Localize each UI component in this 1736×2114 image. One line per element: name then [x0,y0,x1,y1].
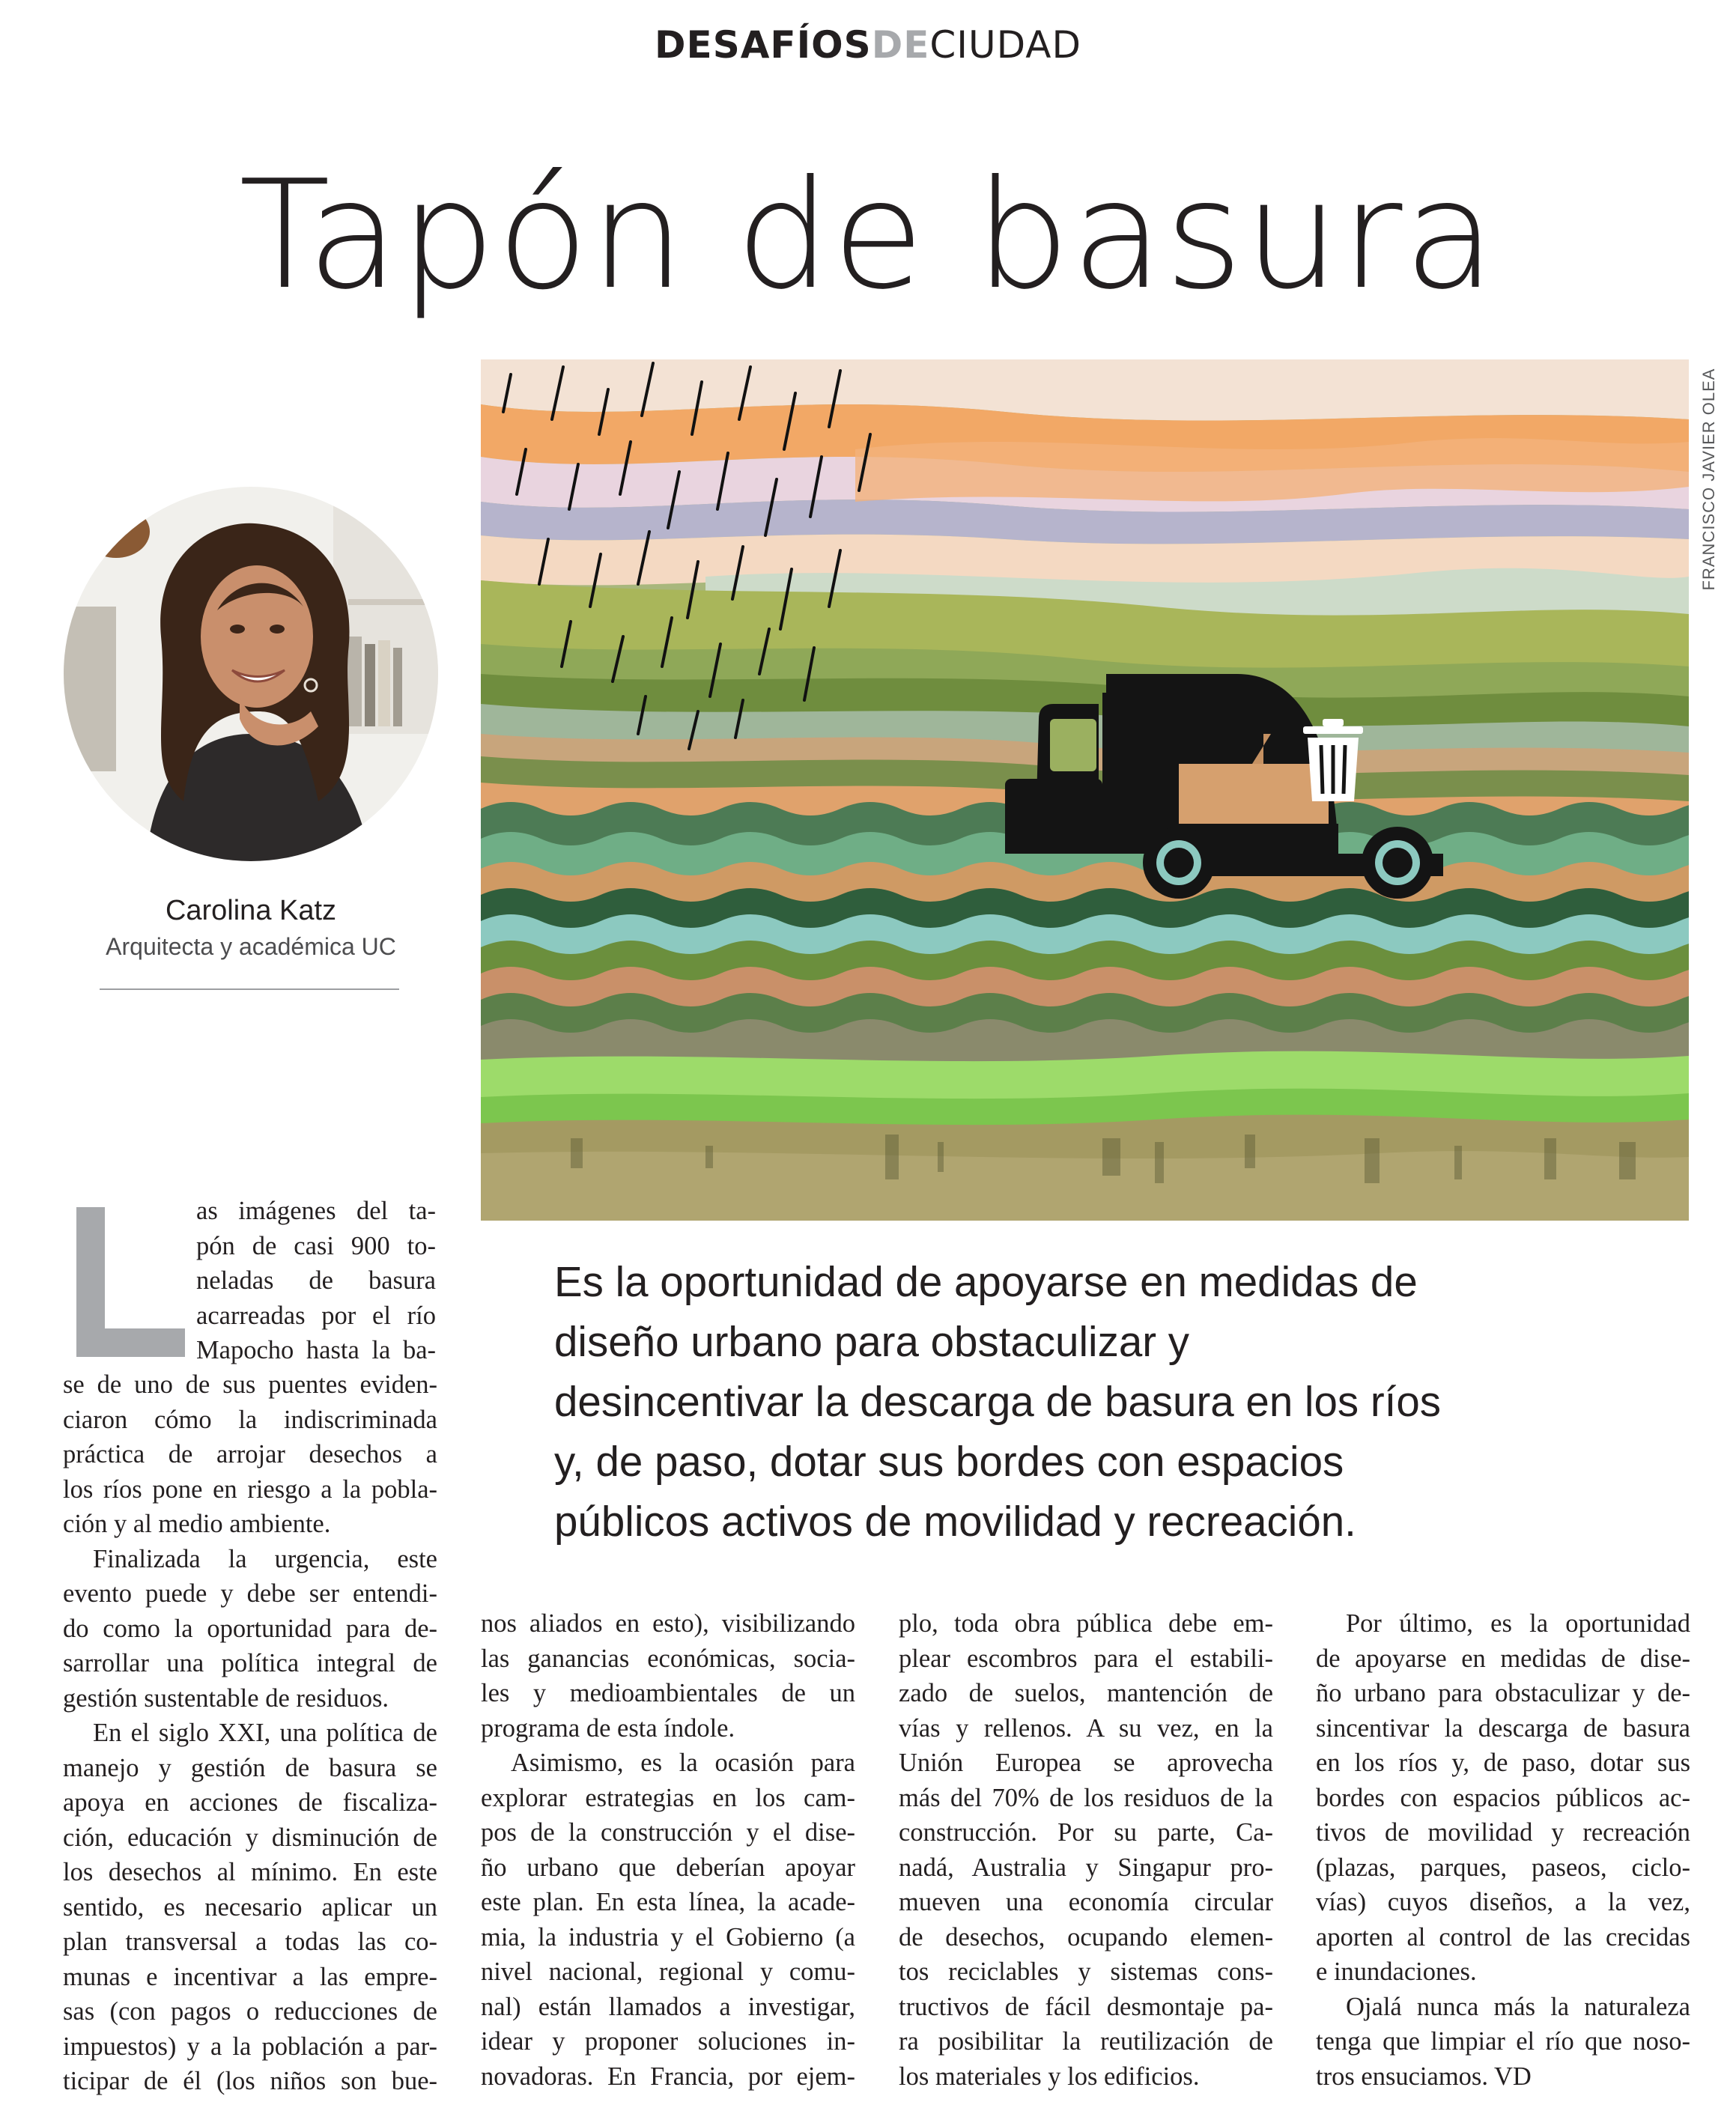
body-line: ño urbano para obstaculizar y de- [1316,1679,1690,1707]
section-label [0,21,1736,69]
body-line: práctica de arrojar desechos a [63,1440,437,1468]
body-line: tivos de movilidad y recreación [1316,1818,1690,1847]
pullquote-line: diseño urbano para obstaculizar y [554,1318,1190,1365]
body-line: apoya en acciones de fiscaliza- [63,1788,437,1817]
pullquote-line: Es la oportunidad de apoyarse en medidas de [554,1258,1418,1305]
body-line: nos aliados en esto), visibilizando [481,1609,855,1638]
body-line: tenga que limpiar el río que noso- [1316,2027,1690,2056]
drop-cap [76,1207,185,1357]
body-line: ra posibilitar la reutilización de [899,2027,1273,2056]
body-line: aporten al control de las crecidas [1316,1922,1690,1951]
pullquote-line: desincentivar la descarga de basura en los ríos [554,1378,1442,1425]
body-line: nadá, Australia y Singapur pro- [899,1853,1273,1882]
body-line: construcción. Por su parte, Ca- [899,1818,1273,1847]
body-line: vías) cuyos diseños, a la vez, [1316,1888,1690,1916]
body-line: impuestos) y a la población a par- [63,2032,437,2061]
body-line: ción y al medio ambiente. [63,1510,331,1538]
body-line: más del 70% de los residuos de la [899,1783,1273,1812]
garbage-truck-illustration [481,359,1689,1221]
body-line: sincentivar la descarga de basura [1316,1713,1690,1743]
body-line: Mapocho hasta la ba- [196,1336,436,1364]
body-line: do como la oportunidad para de- [63,1614,437,1643]
body-column-4 [1316,1606,1690,2094]
author-role: Arquitecta y académica UC [106,933,396,960]
body-line: los desechos al mínimo. En este [63,1858,437,1886]
body-line: Finalizada la urgencia, este [93,1544,437,1573]
body-line: mueven una economía circular [899,1888,1273,1916]
section-label-part3: CIUDAD [929,23,1081,67]
body-line: los ríos pone en riesgo a la pobla- [63,1474,437,1504]
body-line: pón de casi 900 to- [196,1231,436,1260]
photo-credit-text: FRANCISCO JAVIER OLEA [1699,368,1718,591]
author-divider [100,988,399,990]
body-line: les y medioambientales de un [481,1679,855,1707]
pullquote-line: y, de paso, dotar sus bordes con espacios [554,1438,1344,1485]
body-line: neladas de basura [196,1266,436,1295]
body-line: explorar estrategias en los cam- [481,1783,855,1812]
body-line: zado de suelos, mantención de [899,1679,1273,1707]
body-line: plo, toda obra pública debe em- [899,1609,1273,1638]
end-mark: VD [1493,2062,1532,2091]
body-line: evento puede y debe ser entendi- [63,1579,437,1608]
body-line: bordes con espacios públicos ac- [1316,1783,1690,1812]
body-line: vías y rellenos. A su vez, en la [899,1713,1273,1743]
body-line: as imágenes del ta- [196,1197,436,1225]
body-line: plear escombros para el estabili- [899,1644,1273,1673]
body-line: tructivos de fácil desmontaje pa- [899,1992,1273,2021]
body-line: de apoyarse en medidas de dise- [1316,1644,1690,1673]
body-line-final [1316,2059,1690,2095]
body-line: e inundaciones. [1316,1957,1477,1986]
body-line: nal) están llamados a investigar, [481,1992,855,2021]
body-line: este plan. En esta línea, la acade- [481,1888,855,1916]
photo-credit [1694,359,1724,599]
body-line: las ganancias económicas, socia- [481,1644,855,1673]
body-line: gestión sustentable de residuos. [63,1683,389,1713]
headline: Tapón de basura [238,148,1498,323]
illustration-artwork [481,359,1689,1221]
body-line: ción, educación y disminución de [63,1823,437,1852]
body-line: Asimismo, es la ocasión para [511,1749,855,1777]
author-portrait [64,487,438,861]
pullquote [554,1252,1520,1552]
body-line: Unión Europea se aprovecha [899,1749,1273,1777]
body-line: pos de la construcción y el dise- [481,1818,855,1847]
body-line: ticipar de él (los niños son bue- [63,2067,437,2095]
body-line: novadoras. En Francia, por ejem- [481,2062,855,2091]
body-line: programa de esta índole. [481,1713,735,1743]
section-label-part1: DESAFÍOS [655,23,872,67]
body-column-3 [899,1606,1273,2094]
body-line: se de uno de sus puentes eviden- [63,1370,437,1399]
body-line: acarreadas por el río [196,1301,436,1330]
body-line: Ojalá nunca más la naturaleza [1346,1992,1690,2021]
author-portrait-image [64,487,438,861]
body-line: Por último, es la oportunidad [1346,1609,1690,1638]
body-line: mia, la industria y el Gobierno (a [481,1922,855,1951]
author-name: Carolina Katz [165,895,337,926]
body-line: ño urbano que deberían apoyar [481,1853,855,1882]
body-column-1 [63,1367,437,2099]
section-label-part2: DE [871,23,930,67]
body-column-1-top [196,1194,436,1368]
pullquote-line: públicos activos de movilidad y recreación. [554,1498,1356,1545]
body-line: ciaron cómo la indiscriminada [63,1405,437,1434]
final-line-text: tros ensuciamos. [1316,2062,1488,2091]
body-column-2 [481,1606,855,2094]
body-line: los materiales y los edificios. [899,2062,1200,2091]
body-line: de desechos, ocupando elemen- [899,1922,1273,1951]
body-line: plan transversal a todas las co- [63,1928,437,1956]
body-line: nivel nacional, regional y comu- [481,1957,855,1986]
body-line: sas (con pagos o reducciones de [63,1997,437,2026]
body-line: munas e incentivar a las empre- [63,1962,437,1991]
body-line: sentido, es necesario aplicar un [63,1892,437,1922]
body-line: En el siglo XXI, una política de [93,1719,437,1747]
body-line: tos reciclables y sistemas cons- [899,1957,1273,1986]
body-line: en los ríos y, de paso, dotar sus [1316,1749,1690,1777]
body-line: sarrollar una política integral de [63,1649,437,1677]
body-line: (plazas, parques, paseos, ciclo- [1316,1853,1690,1882]
body-line: manejo y gestión de basura se [63,1753,437,1782]
body-line: idear y proponer soluciones in- [481,2027,855,2056]
